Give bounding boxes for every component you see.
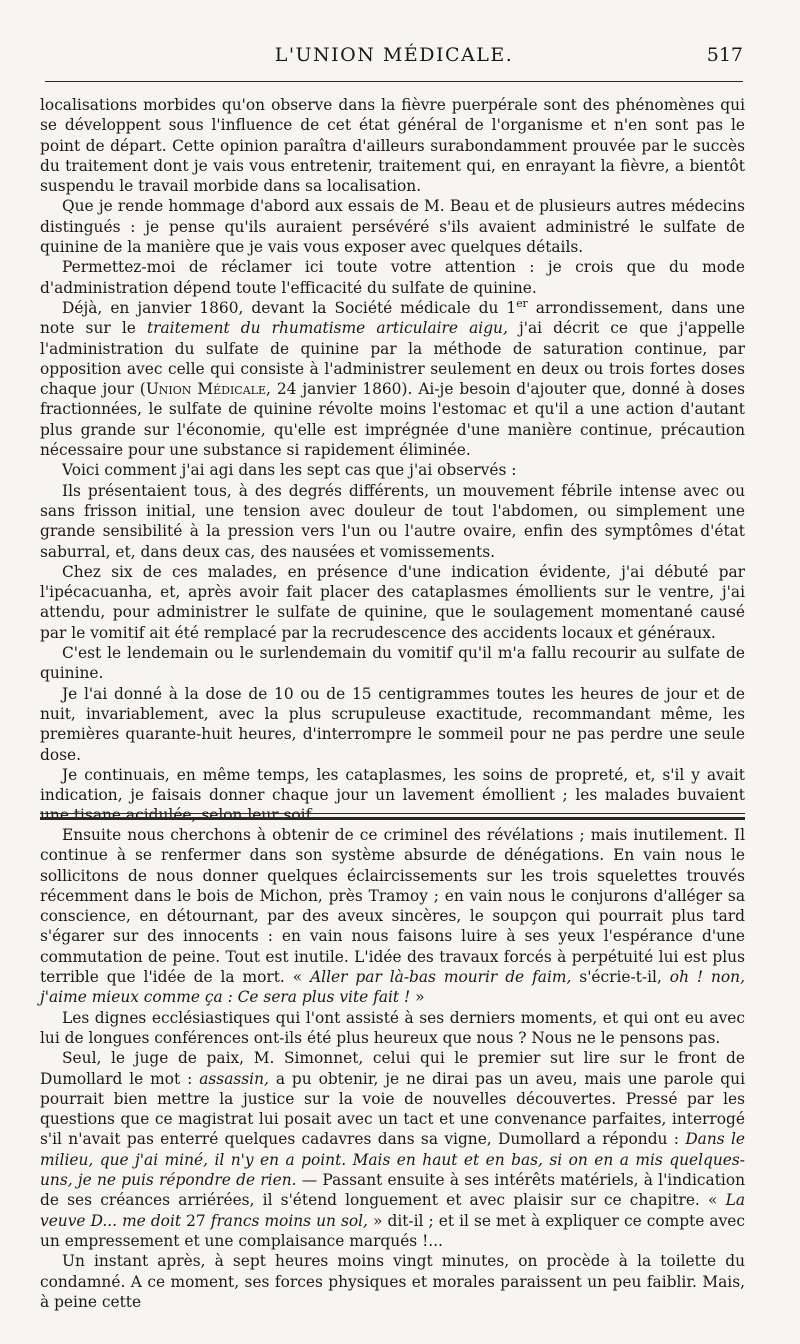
paragraph: Que je rende hommage d'abord aux essais de M. Beau et de plusieurs autres médecins distingués : je pense qu'ils auraient persévéré s'ils avaient administré le sulfate de quinine de la manière que je vais vous exposer avec quelques détails. [40, 197, 745, 257]
text-run: 27 [181, 1211, 211, 1230]
paragraph: localisations morbides qu'on observe dans la fièvre puerpérale sont des phénomènes qui se développent sous l'influence de cet état général de l'organisme et n'en sont pas le point de départ. Cette opinion paraîtra d'ailleurs surabondamment prouvée par le succès du traitement dont je vais vous entretenir, traitement qui, en enrayant la fièvre, a bientôt suspendu le travail morbide dans sa localisation. [40, 96, 745, 196]
text-run: , 24 janvier 1860). Ai-je besoin d'ajouter que, donné à doses fractionnées, le sulfate de quinine révolte moins l'estomac et qu'il a une action d'autant plus grande sur l'économie, qu'elle est imprégnée d'une manière continue, précaution nécessaire pour une substance si rapidement éliminée. [40, 380, 746, 460]
text-run: Déjà, en janvier 1860, devant la Société médicale du 1 [62, 298, 517, 317]
italic-quote: La veuve D... me doit [40, 1191, 745, 1230]
paragraph: Je continuais, en même temps, les cataplasmes, les soins de propreté, et, s'il y avait indication, je faisais donner chaque jour un lavement émollient ; les malades buvaient une tisane acidulée, selon leur soif. [40, 765, 745, 825]
italic-quote: francs moins un sol, [210, 1211, 368, 1230]
italic-quote: oh ! non, j'aime mieux comme ça : Ce sera plus vite fait ! [40, 968, 745, 1007]
text-run: Seul, le juge de paix, M. Simonnet, celui qui le premier sut lire sur le front de Dumollard le mot : [40, 1049, 745, 1088]
paragraph: Un instant après, à sept heures moins vingt minutes, on procède à la toilette du condamné. A ce moment, ses forces physiques et morales paraissent un peu faiblir. Mais, à peine cette [40, 1252, 745, 1311]
text-run: a pu obtenir, je ne dirai pas un aveu, mais une parole qui pourrait bien mettre la justice sur la voie de nouvelles découvertes. Pressé par les questions que ce magistrat lui posait avec un tact et une convenance parfaites, interrogé s'il n'avait pas enterré quelques cadavres dans sa vigne, Dumollard a répondu : [40, 1069, 745, 1149]
paragraph [40, 298, 745, 460]
paragraph [40, 1048, 745, 1251]
italic-title: traitement du rhumatisme articulaire aigu, [146, 319, 508, 338]
text-run: » [410, 988, 425, 1007]
running-title: L'UNION MÉDICALE. [274, 44, 514, 66]
section-divider [40, 813, 745, 820]
italic-quote: Dans le milieu, que j'ai miné, il n'y en a point. Mais en haut et en bas, si on en a mis quelques-uns, je ne puis répondre de rien. [40, 1130, 745, 1190]
text-run: s'écrie-t-il, [571, 968, 670, 987]
paragraph: Je l'ai donné à la dose de 10 ou de 15 centigrammes toutes les heures de jour et de nuit, invariablement, avec la plus scrupuleuse exactitude, recommandant même, les premières quarante-huit heures, d'interrompre le sommeil pour ne pas perdre une seule dose. [40, 684, 745, 764]
article-feuilleton-text [40, 825, 745, 1335]
italic-word: assassin, [199, 1069, 269, 1088]
italic-quote: Aller par là-bas mourir de faim, [310, 968, 572, 987]
paragraph: Chez six de ces malades, en présence d'une indication évidente, j'ai débuté par l'ipécacuanha, et, après avoir fait placer des cataplasmes émollients sur le ventre, j'ai attendu, pour administrer le sulfate de quinine, que le soulagement momentané causé par le vomitif ait été remplacé par la recrudescence des accidents locaux et généraux. [40, 562, 745, 642]
paragraph [40, 825, 745, 1008]
paragraph: Les dignes ecclésiastiques qui l'ont assisté à ses derniers moments, et qui ont eu avec lui de longues conférences ont-ils été plus heureux que nous ? Nous ne le pensons pas. [40, 1008, 745, 1047]
text-run: j'ai décrit ce que j'appelle l'administration du sulfate de quinine par la méthode de saturation continue, par opposition avec celle qui consiste à l'administrer seulement en deux ou trois fortes doses chaque jour ( [40, 319, 745, 399]
text-run: arrondissement, dans une note sur le [40, 298, 746, 338]
text-run: Ensuite nous cherchons à obtenir de ce criminel des révélations ; mais inutilement. Il continue à se renfermer dans son système absurde de dénégations. En vain nous le sollicitons de nous donner quelques éclaircissements sur les trois squelettes trouvés récemment dans le bois de Michon, près Tramoy ; en vain nous le conjurons d'alléger sa conscience, en détournant, par des aveux sincères, le soupçon qui pourrait plus tard s'égarer sur des innocents : en vain nous faisons luire à ses yeux l'espérance d'une commutation de peine. Tout est inutile. L'idée des travaux forcés à perpétuité lui est plus terrible que l'idée de la mort. « [40, 826, 745, 987]
superscript: er [516, 296, 528, 310]
text-run: » dit-il ; et il se met à expliquer ce compte avec un empressement et une complaisance marqués !... [40, 1211, 746, 1250]
header-rule [45, 81, 743, 82]
text-run: — Passant ensuite à ses intérêts matériels, à l'indication de ses créances arriérées, il s'étend longuement et avec plaisir sur ce chapitre. « [40, 1171, 745, 1210]
page-header [45, 44, 743, 78]
article-medical-text [40, 95, 746, 825]
paragraph: C'est le lendemain ou le surlendemain du vomitif qu'il m'a fallu recourir au sulfate de quinine. [40, 644, 745, 683]
paragraph: Ils présentaient tous, à des degrés différents, un mouvement fébrile intense avec ou sans frisson initial, une tension avec douleur de tout l'abdomen, ou simplement une grande sensibilité à la pression vers l'un ou l'autre ovaire, enfin des symptômes d'état saburral, et, dans deux cas, des nausées et vomissements. [40, 481, 745, 561]
page-number: 517 [706, 44, 743, 66]
paragraph: Voici comment j'ai agi dans les sept cas que j'ai observés : [62, 461, 517, 480]
journal-name: Union Médicale [145, 380, 267, 399]
paragraph: Permettez-moi de réclamer ici toute votre attention : je crois que du mode d'administration dépend toute l'efficacité du sulfate de quinine. [40, 258, 745, 297]
